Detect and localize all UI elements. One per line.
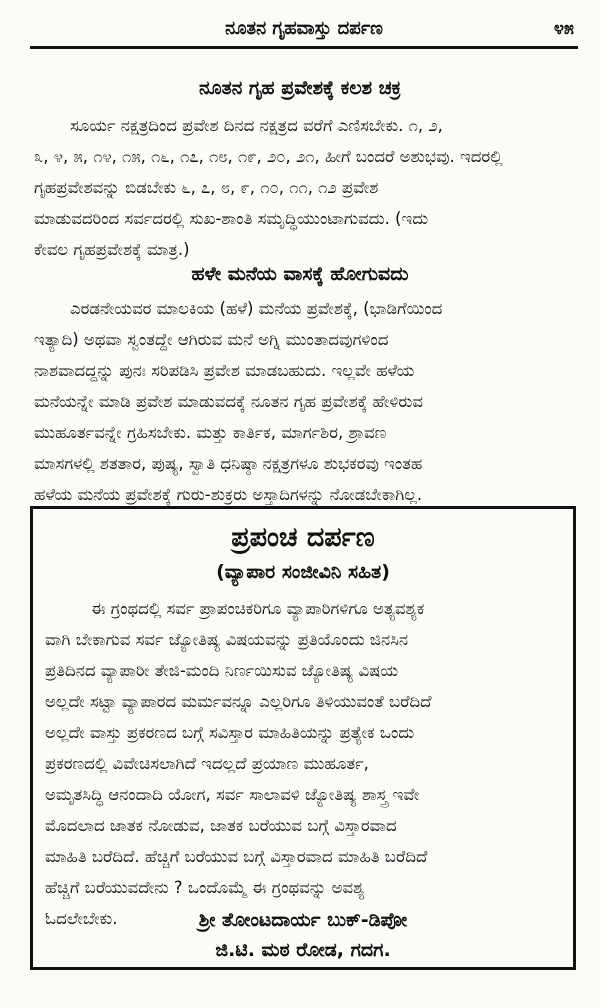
publisher-name: ಶ್ರೀ ತೋಂಟದಾರ್ಯ ಬುಕ್-ಡಿಪೋ xyxy=(198,909,408,931)
advertisement-line: ಮಾಹಿತಿ ಬರೆದಿದೆ. ಹೆಚ್ಚಿಗೆ ಬರೆಯುವ ಬಗ್ಗೆ ವಿಸ್ತಾರವಾದ ಮಾಹಿತಿ ಬರೆದಿದೆ xyxy=(45,847,428,866)
paragraph-line: ಮುಹೂರ್ತವನ್ನೇ ಗ್ರಹಿಸಬೇಕು. ಮತ್ತು ಕಾರ್ತಿಕ, ಮಾರ್ಗಶಿರ, ಶ್ರಾವಣ xyxy=(34,423,387,442)
advertisement-line: ಹೆಚ್ಚಿಗೆ ಬರೆಯುವದೇನು ? ಒಂದೊಮ್ಮೆ ಈ ಗ್ರಂಥವನ್ನು ಅವಶ್ಯ xyxy=(45,878,365,897)
advertisement-line: ವಾಗಿ ಬೇಕಾಗುವ ಸರ್ವ ಜ್ಯೋತಿಷ್ಯ ವಿಷಯವನ್ನು ಪ್ರತಿಯೊಂದು ಜಿನಸಿನ xyxy=(45,630,409,649)
kalasha-chakra-paragraph xyxy=(34,110,574,265)
paragraph-line: ೩, ೪, ೫, ೧೪, ೧೫, ೧೬, ೧೭, ೧೮, ೧೯, ೨೦, ೨೧, ಹೀಗೆ ಬಂದರೆ ಅಶುಭವು. ಇದರಲ್ಲಿ xyxy=(34,147,503,166)
old-house-heading: ಹಳೇ ಮನೆಯ ವಾಸಕ್ಕೆ ಹೋಗುವದು xyxy=(191,263,409,285)
paragraph-line: ಸೂರ್ಯ ನಕ್ಷತ್ರದಿಂದ ಪ್ರವೇಶ ದಿನದ ನಕ್ಷತ್ರದ ವರೆಗೆ ಎಣಿಸಬೇಕು. ೧, ೨, xyxy=(70,116,443,135)
page-number: ೪೫ xyxy=(553,18,574,39)
prapancha-darpana-advertisement xyxy=(30,506,576,970)
advertisement-line: ಪ್ರಕರಣದಲ್ಲಿ ವಿವೇಚಿಸಲಾಗಿದೆ ಇದಲ್ಲದೆ ಪ್ರಯಾಣ ಮುಹೂರ್ತ, xyxy=(45,754,369,773)
advertisement-subtitle: (ವ್ಯಾಪಾರ ಸಂಜೀವಿನಿ ಸಹಿತ) xyxy=(216,561,390,583)
publisher-address: ಜಿ.ಟಿ. ಮಠ ರೋಡ, ಗದಗ. xyxy=(215,939,391,961)
advertisement-line: ಪ್ರತಿದಿನದ ವ್ಯಾಪಾರೀ ತೇಜಿ-ಮಂದಿ ನಿರ್ಣಯಿಸುವ ಜ್ಯೋತಿಷ್ಯ ವಿಷಯ xyxy=(45,661,399,680)
advertisement-line: ಓದಲೇಬೇಕು. xyxy=(45,909,118,928)
running-header xyxy=(30,14,578,49)
running-title: ನೂತನ ಗೃಹವಾಸ್ತು ದರ್ಪಣ xyxy=(225,18,383,39)
paragraph-line: ಗೃಹಪ್ರವೇಶವನ್ನು ಬಿಡಬೇಕು ೬, ೭, ೮, ೯, ೧೦, ೧೧, ೧೨ ಪ್ರವೇಶ xyxy=(34,178,379,197)
paragraph-line: ನಾಶವಾದದ್ದನ್ನು ಪುನಃ ಸರಿಪಡಿಸಿ ಪ್ರವೇಶ ಮಾಡಬಹುದು. ಇಲ್ಲವೇ ಹಳೆಯ xyxy=(34,361,415,380)
paragraph-line: ಹಳೆಯ ಮನೆಯ ಪ್ರವೇಶಕ್ಕೆ ಗುರು-ಶುಕ್ರರು ಅಸ್ತಾದಿಗಳನ್ನು ನೋಡಬೇಕಾಗಿಲ್ಲ. xyxy=(34,485,423,504)
paragraph-line: ಮನೆಯನ್ನೇ ಮಾಡಿ ಪ್ರವೇಶ ಮಾಡುವದಕ್ಕೆ ನೂತನ ಗೃಹ ಪ್ರವೇಶಕ್ಕೆ ಹೇಳಿರುವ xyxy=(34,392,423,411)
advertisement-line: ಅಲ್ಲದೇ ಸಟ್ಟಾ ವ್ಯಾಪಾರದ ಮರ್ಮವನ್ನೂ ಎಲ್ಲರಿಗೂ ತಿಳಿಯುವಂತೆ ಬರೆದಿದೆ xyxy=(45,692,432,711)
paragraph-line: ಇತ್ಯಾದಿ) ಅಥವಾ ಸ್ವಂತದ್ದೇ ಆಗಿರುವ ಮನೆ ಅಗ್ನಿ ಮುಂತಾದವುಗಳಿಂದ xyxy=(34,330,389,349)
advertisement-line: ಮೊದಲಾದ ಜಾತಕ ನೋಡುವ, ಜಾತಕ ಬರೆಯುವ ಬಗ್ಗೆ ವಿಸ್ತಾರವಾದ xyxy=(45,816,397,835)
old-house-paragraph xyxy=(34,293,574,510)
advertisement-body xyxy=(45,593,559,934)
paragraph-line: ಕೇವಲ ಗೃಹಪ್ರವೇಶಕ್ಕೆ ಮಾತ್ರ.) xyxy=(34,240,190,259)
advertisement-line: ಈ ಗ್ರಂಥದಲ್ಲಿ ಸರ್ವ ಪ್ರಾಪಂಚಿಕರಿಗೂ ವ್ಯಾಪಾರಿಗಳಿಗೂ ಅತ್ಯವಶ್ಯಕ xyxy=(91,599,425,618)
advertisement-line: ಅಮೃತಸಿದ್ಧಿ ಆನಂದಾದಿ ಯೋಗ, ಸರ್ವ ಸಾಲಾವಳಿ ಜ್ಯೋತಿಷ್ಯ ಶಾಸ್ತ್ರ ಇವೇ xyxy=(45,785,420,804)
paragraph-line: ಎರಡನೇಯವರ ಮಾಲಕಿಯ (ಹಳೆ) ಮನೆಯ ಪ್ರವೇಶಕ್ಕೆ, (ಭಾಡಿಗೆಯಿಂದ xyxy=(70,299,443,318)
paragraph-line: ಮಾಸಗಳಲ್ಲಿ ಶತತಾರ, ಪುಷ್ಯ, ಸ್ವಾತಿ ಧನಿಷ್ಠಾ ನಕ್ಷತ್ರಗಳೂ ಶುಭಕರವು ಇಂತಹ xyxy=(34,454,423,473)
paragraph-line: ಮಾಡುವದರಿಂದ ಸರ್ವದರಲ್ಲಿ ಸುಖ-ಶಾಂತಿ ಸಮೃದ್ಧಿಯುಂಟಾಗುವದು. (ಇದು xyxy=(34,209,429,228)
advertisement-line: ಅಲ್ಲದೇ ವಾಸ್ತು ಪ್ರಕರಣದ ಬಗ್ಗೆ ಸವಿಸ್ತಾರ ಮಾಹಿತಿಯನ್ನು ಪ್ರತ್ಯೇಕ ಒಂದು xyxy=(45,723,415,742)
advertisement-title: ಪ್ರಪಂಚ ದರ್ಪಣ xyxy=(231,522,375,553)
kalasha-chakra-heading: ನೂತನ ಗೃಹ ಪ್ರವೇಶಕ್ಕೆ ಕಲಶ ಚಕ್ರ xyxy=(198,77,402,99)
